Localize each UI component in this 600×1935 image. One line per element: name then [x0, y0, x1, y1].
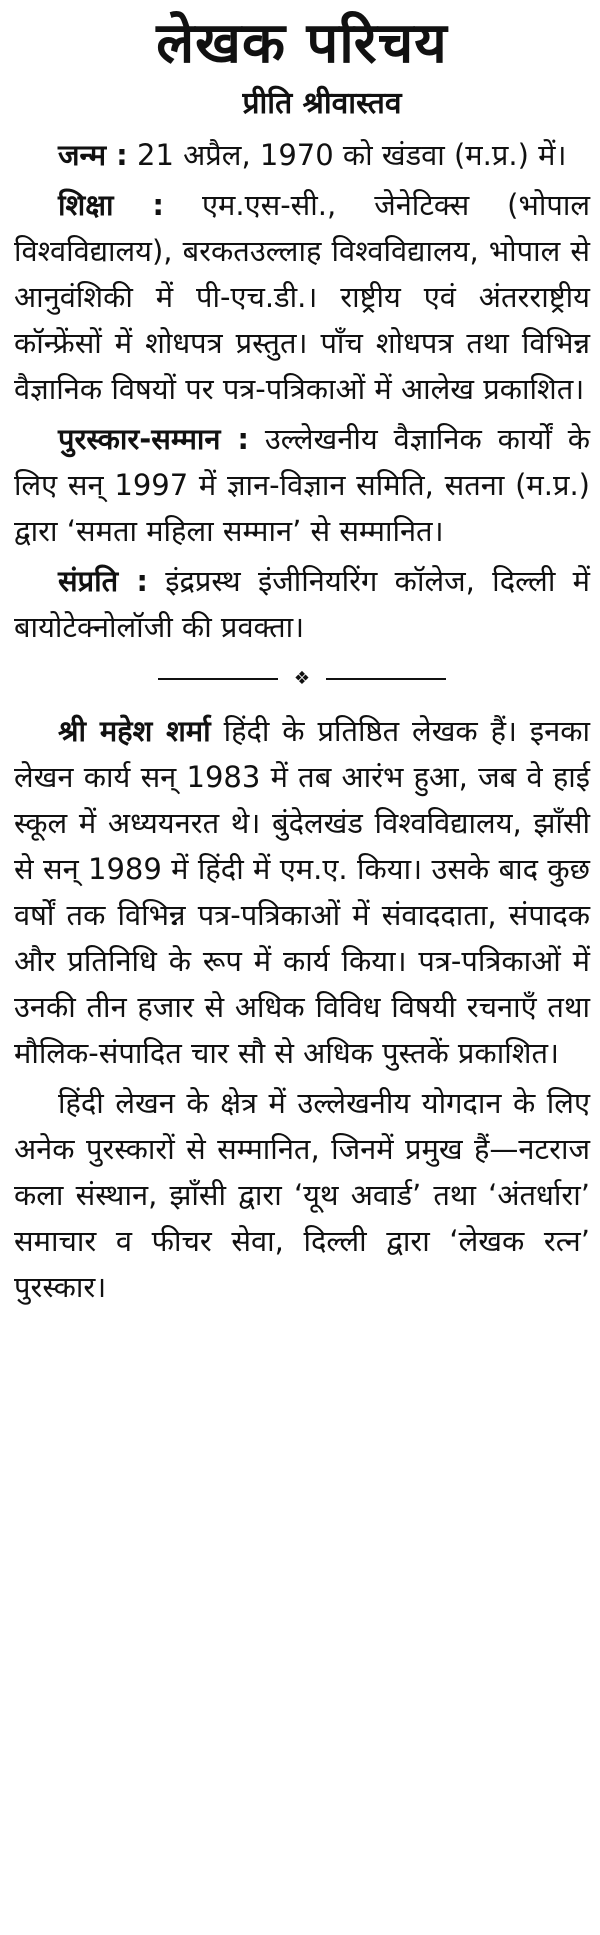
birth-paragraph	[14, 132, 590, 178]
diamond-ornament-icon: ❖	[293, 668, 311, 689]
current-position-paragraph	[14, 558, 590, 650]
birth-label: जन्म :	[58, 138, 128, 172]
awards-label: पुरस्कार-सम्मान :	[58, 422, 249, 456]
current-position-text: इंद्रप्रस्थ इंजीनियरिंग कॉलेज, दिल्ली में बायोटेक्नोलॉजी की प्रवक्ता।	[14, 564, 591, 644]
second-author-name: श्री महेश शर्मा	[58, 714, 211, 748]
author-name-heading: प्रीति श्रीवास्तव	[242, 86, 402, 121]
birth-text: 21 अप्रैल, 1970 को खंडवा (म.प्र.) में।	[137, 138, 567, 172]
awards-paragraph	[14, 416, 590, 554]
current-position-label: संप्रति :	[58, 564, 148, 598]
divider-line-right	[326, 678, 446, 680]
education-paragraph	[14, 182, 590, 412]
second-author-awards-paragraph: हिंदी लेखन के क्षेत्र में उल्लेखनीय योगदान के लिए अनेक पुरस्कारों से सम्मानित, जिनमें प्रमुख हैं—नटराज कला संस्थान, झाँसी द्वारा ‘यूथ अवार्ड’ तथा ‘अंतर्धारा’ समाचार व फीचर सेवा, दिल्ली द्वारा ‘लेखक रत्न’ पुरस्कार।	[14, 1086, 590, 1304]
awards-text: उल्लेखनीय वैज्ञानिक कार्यों के लिए सन् 1997 में ज्ञान-विज्ञान समिति, सतना (म.प्र.) द्वारा ‘समता महिला सम्मान’ से सम्मानित।	[14, 422, 590, 548]
divider-line-left	[158, 678, 278, 680]
page-title: लेखक परिचय	[156, 11, 448, 76]
section-divider	[14, 654, 590, 704]
education-text: एम.एस-सी., जेनेटिक्स (भोपाल विश्वविद्यालय), बरकतउल्लाह विश्वविद्यालय, भोपाल से आनुवंशिकी में पी-एच.डी.। राष्ट्रीय एवं अंतरराष्ट्रीय कॉन्फ्रेंसों में शोधपत्र प्रस्तुत। पाँच शोधपत्र तथा विभिन्न वैज्ञानिक विषयों पर पत्र-पत्रिकाओं में आलेख प्रकाशित।	[14, 188, 590, 406]
education-label: शिक्षा :	[58, 188, 164, 222]
second-author-bio-paragraph	[14, 708, 590, 1076]
second-author-bio-text: हिंदी के प्रतिष्ठित लेखक हैं। इनका लेखन कार्य सन् 1983 में तब आरंभ हुआ, जब वे हाई स्कूल में अध्ययनरत थे। बुंदेलखंड विश्वविद्यालय, झाँसी से सन् 1989 में हिंदी में एम.ए. किया। उसके बाद कुछ वर्षों तक विभिन्न पत्र-पत्रिकाओं में संवाददाता, संपादक और प्रतिनिधि के रूप में कार्य किया। पत्र-पत्रिकाओं में उनकी तीन हजार से अधिक विविध विषयी रचनाएँ तथा मौलिक-संपादित चार सौ से अधिक पुस्तकें प्रकाशित।	[14, 714, 591, 1070]
